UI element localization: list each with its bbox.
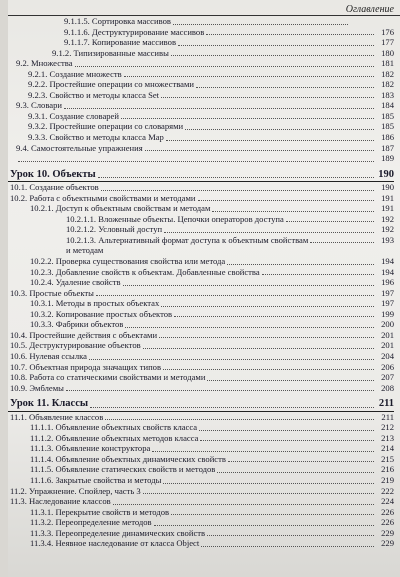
toc-entry-title: 10.2.2. Проверка существования свойства или метода	[30, 256, 226, 267]
toc-page-number: 184	[381, 100, 394, 111]
toc-page-number: 206	[381, 361, 394, 372]
toc-entry-title: 11.3.2. Переопределение методов	[30, 517, 152, 528]
toc-page-number: 200	[381, 319, 394, 330]
toc-entry-title: 10.6. Нулевая ссылка	[10, 350, 87, 361]
toc-page-number: 226	[381, 517, 394, 528]
dot-leader	[125, 327, 374, 328]
toc-page-number: 212	[381, 422, 394, 433]
toc-page-number: 199	[381, 308, 394, 319]
toc-entry-title: 11.3. Наследование классов	[10, 496, 111, 507]
dot-leader	[96, 295, 374, 296]
toc-entry[interactable]	[8, 362, 394, 373]
dot-leader	[64, 108, 374, 109]
toc-entry[interactable]	[8, 528, 394, 539]
toc-entry[interactable]	[8, 90, 394, 101]
toc-page-number: 192	[381, 224, 394, 235]
dot-leader	[113, 504, 374, 505]
toc-page-number: 216	[381, 464, 394, 475]
toc-entry[interactable]	[8, 100, 394, 111]
book-page	[8, 0, 400, 577]
toc-entry[interactable]	[8, 111, 394, 122]
toc-entry-title: 9.3.1. Создание словарей	[28, 110, 119, 121]
toc-entry-title: 9.3.2. Простейшие операции со словарями	[28, 121, 184, 132]
dot-leader	[217, 472, 374, 473]
toc-entry[interactable]	[8, 340, 394, 351]
toc-page-number: 185	[381, 110, 394, 121]
toc-entry[interactable]	[8, 330, 394, 341]
dot-leader	[310, 242, 374, 243]
toc-page-number: 187	[381, 142, 394, 153]
toc-page-number: 182	[381, 68, 394, 79]
dot-leader	[262, 274, 374, 275]
toc-page-number: 182	[381, 79, 394, 90]
toc-entry-title: 10.1. Создание объектов	[10, 182, 99, 193]
toc-entry-title: 9.3. Словари	[16, 100, 63, 111]
toc-entry-title: 11.3.4. Неявное наследование от класса Object	[30, 538, 200, 549]
dot-leader	[174, 316, 374, 317]
dot-leader	[75, 66, 374, 67]
dot-leader	[105, 419, 374, 420]
toc-entry-title: 10.3.1. Методы в простых объектах	[30, 298, 160, 309]
dot-leader	[152, 451, 374, 452]
toc-entry[interactable]	[8, 496, 394, 507]
toc-entry[interactable]	[8, 517, 394, 528]
toc-page-number: 207	[381, 372, 394, 383]
dot-leader	[178, 45, 374, 46]
toc-entry-title: 10.2. Работа с объектными свойствами и методами	[10, 192, 196, 203]
dot-leader	[201, 546, 374, 547]
dot-leader	[228, 461, 374, 462]
toc-entry[interactable]	[8, 486, 394, 497]
dot-leader	[154, 525, 374, 526]
toc-entry-title: 10.5. Деструктурирование объектов	[10, 340, 141, 351]
dot-leader	[163, 483, 374, 484]
toc-entry-title: 9.2.3. Свойство и методы класса Set	[28, 89, 160, 100]
dot-leader	[206, 34, 374, 35]
dot-leader	[212, 211, 374, 212]
toc-page-number: 177	[381, 37, 394, 48]
toc-entry[interactable]	[8, 277, 394, 288]
toc-entry-title: 9.2. Множества	[16, 58, 73, 69]
toc-page-number: 211	[381, 411, 394, 422]
toc-entry[interactable]	[8, 372, 394, 383]
toc-entry-title: 11.1. Объявление классов	[10, 411, 104, 422]
toc-page-number: 189	[381, 153, 394, 164]
toc-entry[interactable]	[8, 507, 394, 518]
dot-leader	[18, 161, 374, 162]
toc-entry-title: 11.3.3. Переопределение динамических свойств	[30, 527, 206, 538]
toc-entry[interactable]	[8, 224, 394, 235]
toc-entry-title: 11.1.3. Объявление конструктора	[30, 443, 151, 454]
toc-entry-title: 9.1.2. Типизированные массивы	[52, 47, 169, 58]
toc-entry-title: 11.1.4. Объявление объектных динамических свойств	[30, 453, 226, 464]
toc-entry-title: 10.3.3. Фабрики объектов	[30, 319, 124, 330]
lesson-heading-page: 211	[378, 398, 394, 410]
toc-entry[interactable]	[8, 214, 394, 225]
toc-entry-title: 10.2.3. Добавление свойств к объектам. Добавленные свойства	[30, 266, 260, 277]
dot-leader	[171, 55, 374, 56]
toc-entry-title: 10.4. Простейшие действия с объектами	[10, 329, 158, 340]
toc-entry-title: 10.2.1.1. Вложенные объекты. Цепочки операторов доступа	[66, 213, 284, 224]
toc-page-number: 185	[381, 121, 394, 132]
lesson-heading-page: 190	[378, 168, 394, 180]
toc-entry[interactable]	[8, 193, 394, 204]
toc-entry[interactable]	[8, 69, 394, 80]
toc-page-number: 194	[381, 256, 394, 267]
dot-leader	[98, 177, 374, 178]
toc-entry[interactable]	[8, 235, 394, 246]
toc-entry-title: 10.7. Объектная природа значащих типов	[10, 361, 162, 372]
toc-entry-title: 9.4. Самостоятельные упражнения	[16, 142, 143, 153]
toc-page-number: 229	[381, 538, 394, 549]
toc-page-number: 201	[381, 340, 394, 351]
toc-entry[interactable]	[8, 153, 394, 164]
table-of-contents	[8, 16, 394, 549]
dot-leader	[161, 97, 374, 98]
dot-leader	[196, 87, 374, 88]
toc-entry[interactable]	[8, 203, 394, 214]
toc-entry[interactable]	[8, 16, 394, 27]
toc-entry-title: 10.8. Работа со статическими свойствами и методами	[10, 372, 206, 383]
lesson-heading-title: Урок 11. Классы	[10, 398, 89, 410]
toc-entry[interactable]	[8, 27, 394, 38]
dot-leader	[121, 118, 374, 119]
dot-leader	[286, 221, 374, 222]
dot-leader	[159, 337, 374, 338]
toc-entry[interactable]	[8, 319, 394, 330]
dot-leader	[124, 76, 374, 77]
dot-leader	[143, 493, 374, 494]
toc-entry-title: 11.2. Упражнение. Спойлер, часть 3	[10, 485, 141, 496]
toc-entry-title: 9.2.2. Простейшие операции со множествами	[28, 79, 195, 90]
toc-entry[interactable]	[8, 143, 394, 154]
toc-entry-title: 9.1.1.7. Копирование массивов	[64, 37, 177, 48]
toc-page-number: 222	[381, 485, 394, 496]
lesson-heading[interactable]	[8, 399, 394, 410]
toc-entry[interactable]	[8, 79, 394, 90]
dot-leader	[163, 369, 374, 370]
toc-page-number: 183	[381, 89, 394, 100]
toc-entry[interactable]	[8, 475, 394, 486]
toc-page-number: 193	[381, 234, 394, 245]
lesson-heading[interactable]	[8, 170, 394, 181]
toc-page-number: 190	[381, 182, 394, 193]
dot-leader	[143, 348, 374, 349]
dot-leader	[185, 129, 374, 130]
dot-leader	[161, 306, 374, 307]
toc-entry-title: 11.1.6. Закрытые свойства и методы	[30, 474, 162, 485]
toc-page-number: 197	[381, 287, 394, 298]
toc-entry-title: и методам	[66, 245, 104, 256]
toc-entry-title: 9.2.1. Создание множеств	[28, 68, 122, 79]
dot-leader	[207, 380, 374, 381]
toc-entry[interactable]	[8, 454, 394, 465]
toc-entry-title: 11.1.5. Объявление статических свойств и методов	[30, 464, 216, 475]
toc-entry[interactable]	[8, 433, 394, 444]
toc-page-number: 226	[381, 506, 394, 517]
dot-leader	[200, 440, 374, 441]
dot-leader	[198, 200, 374, 201]
dot-leader	[90, 407, 374, 408]
toc-page-number: 224	[381, 496, 394, 507]
toc-entry[interactable]	[8, 182, 394, 193]
toc-page-number: 192	[381, 213, 394, 224]
dot-leader	[166, 140, 374, 141]
toc-entry-title: 9.3.3. Свойство и методы класса Map	[28, 132, 164, 143]
toc-entry[interactable]	[8, 383, 394, 394]
toc-entry[interactable]	[8, 464, 394, 475]
toc-entry[interactable]	[8, 538, 394, 549]
toc-page-number: 181	[381, 58, 394, 69]
toc-entry[interactable]	[8, 288, 394, 299]
toc-entry[interactable]	[8, 121, 394, 132]
toc-entry[interactable]	[8, 309, 394, 320]
toc-entry-title: 10.2.1.3. Альтернативный формат доступа к объектным свойствам	[66, 234, 309, 245]
dot-leader	[173, 24, 348, 25]
toc-page-number: 214	[381, 443, 394, 454]
dot-leader	[164, 232, 374, 233]
dot-leader	[171, 514, 374, 515]
toc-entry-title: 10.2.4. Удаление свойств	[30, 277, 121, 288]
dot-leader	[207, 535, 374, 536]
toc-entry[interactable]	[8, 256, 394, 267]
toc-entry-title: 10.9. Эмблемы	[10, 382, 64, 393]
toc-page-number: 197	[381, 298, 394, 309]
dot-leader	[123, 285, 374, 286]
toc-page-number: 196	[381, 277, 394, 288]
dot-leader	[89, 359, 374, 360]
toc-entry-title: 11.3.1. Перекрытие свойств и методов	[30, 506, 170, 517]
toc-entry[interactable]	[8, 422, 394, 433]
toc-entry[interactable]	[8, 132, 394, 143]
toc-entry[interactable]	[8, 412, 394, 423]
dot-leader	[199, 430, 374, 431]
toc-entry-title: 10.3.2. Копирование простых объектов	[30, 308, 173, 319]
toc-page-number: 176	[381, 26, 394, 37]
toc-page-number: 201	[381, 329, 394, 340]
dot-leader	[66, 390, 374, 391]
dot-leader	[101, 190, 374, 191]
dot-leader	[227, 264, 374, 265]
toc-entry[interactable]	[8, 58, 394, 69]
toc-page-number: 213	[381, 432, 394, 443]
toc-entry-title: 9.1.1.5. Сортировка массивов	[64, 16, 171, 26]
toc-entry-title: 11.1.1. Объявление объектных свойств класса	[30, 422, 198, 433]
toc-entry-title: 11.1.2. Объявление объектных методов класса	[30, 432, 199, 443]
toc-entry-title: 9.1.1.6. Деструктурирование массивов	[64, 26, 205, 37]
toc-entry[interactable]	[8, 298, 394, 309]
toc-page-number: 191	[381, 203, 394, 214]
toc-page-number: 191	[381, 192, 394, 203]
toc-entry[interactable]	[8, 443, 394, 454]
dot-leader	[145, 150, 374, 151]
toc-entry[interactable]	[8, 48, 394, 59]
toc-entry[interactable]	[8, 267, 394, 278]
toc-entry[interactable]	[8, 245, 394, 256]
toc-page-number: 208	[381, 382, 394, 393]
lesson-heading-title: Урок 10. Объекты	[10, 168, 96, 180]
toc-page-number: 229	[381, 527, 394, 538]
toc-entry[interactable]	[8, 37, 394, 48]
toc-page-number: 215	[381, 453, 394, 464]
running-header: Оглавление	[345, 4, 394, 15]
toc-entry-title: 10.3. Простые объекты	[10, 287, 94, 298]
toc-page-number: 180	[381, 47, 394, 58]
toc-page-number: 204	[381, 350, 394, 361]
toc-entry-title: 10.2.1. Доступ к объектным свойствам и методам	[30, 203, 211, 214]
toc-entry[interactable]	[8, 351, 394, 362]
toc-page-number: 186	[381, 132, 394, 143]
toc-entry-title: 10.2.1.2. Условный доступ	[66, 224, 163, 235]
toc-page-number: 219	[381, 474, 394, 485]
toc-page-number: 194	[381, 266, 394, 277]
